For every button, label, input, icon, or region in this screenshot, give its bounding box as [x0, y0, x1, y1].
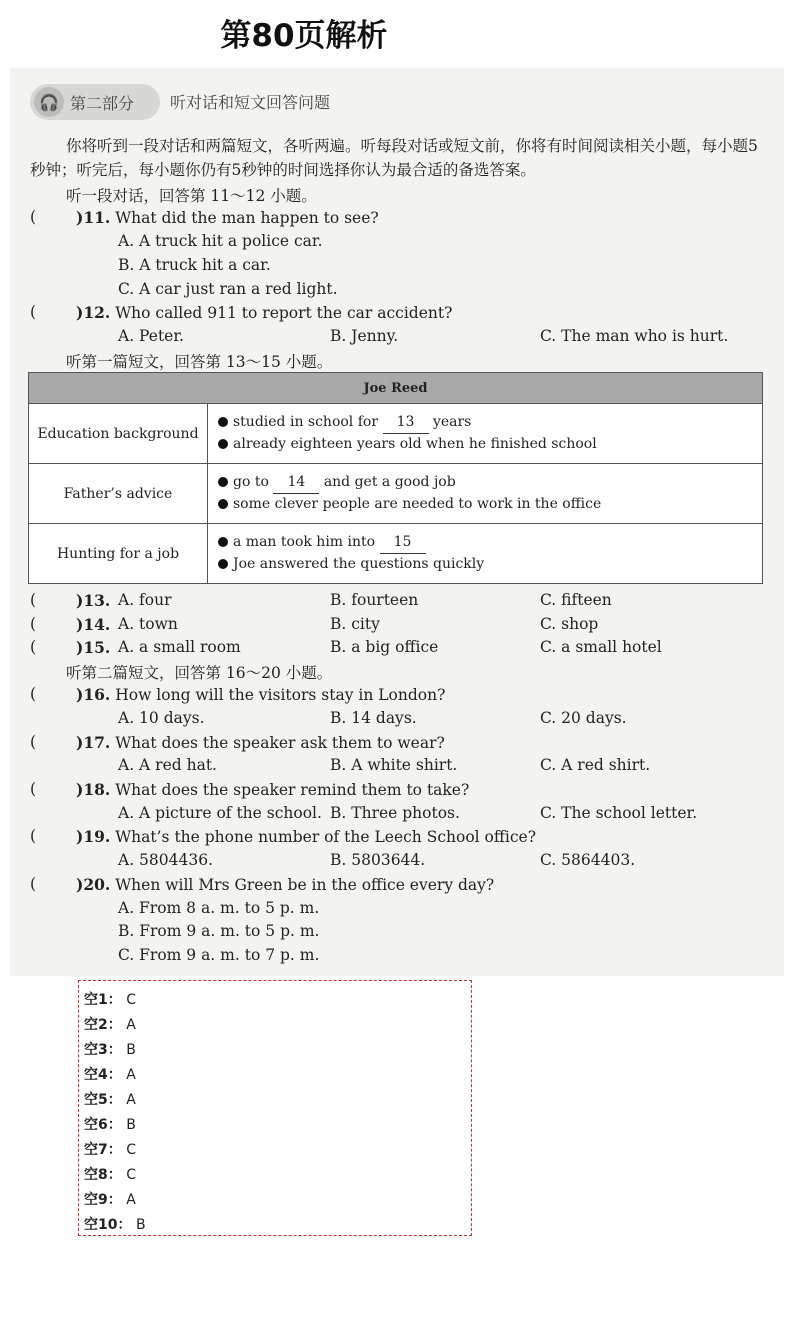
answer-paren: ( [30, 780, 37, 798]
headphones-icon: 🎧 [34, 87, 64, 117]
answer-paren: ( [30, 638, 37, 656]
row-text: already eighteen years old when he finished school [233, 436, 597, 452]
option-c: C. The man who is hurt. [540, 327, 729, 345]
question-16 [76, 685, 445, 704]
row-text: studied in school for [233, 414, 379, 430]
option-c: C. 5864403. [540, 851, 636, 869]
option-b: B. a big office [330, 638, 439, 656]
question-number: )14. [76, 615, 111, 634]
bullet-icon [218, 417, 228, 427]
option-c: C. shop [540, 615, 599, 633]
row-text: and get a good job [323, 474, 456, 490]
question-12 [76, 303, 452, 322]
table-row [29, 404, 763, 464]
question-text: What does the speaker ask them to wear? [115, 734, 445, 752]
option-b: B. A white shirt. [330, 756, 458, 774]
option-a: A. 10 days. [118, 709, 205, 727]
blank-15: 15 [380, 532, 426, 554]
answer-value: A [126, 1067, 136, 1083]
question-number: )15. [76, 638, 111, 657]
option-c: C. a small hotel [540, 638, 662, 656]
table-title: Joe Reed [29, 373, 763, 404]
answer-key-box [78, 980, 472, 1236]
option-a: A. A red hat. [118, 756, 217, 774]
answer-value: B [126, 1117, 136, 1133]
bullet-icon [218, 499, 228, 509]
question-text: How long will the visitors stay in London? [115, 686, 446, 704]
answer-value: B [126, 1042, 136, 1058]
row-content [208, 524, 763, 584]
option-c: C. The school letter. [540, 804, 698, 822]
answer-label: 空9： [84, 1192, 122, 1208]
option-a: A. 5804436. [118, 851, 214, 869]
option-a: A. a small room [118, 638, 241, 656]
answer-row [84, 1189, 136, 1209]
row-text: some clever people are needed to work in the office [233, 496, 602, 512]
answer-paren: ( [30, 303, 37, 321]
answer-value: B [135, 1217, 146, 1233]
answer-paren: ( [30, 685, 37, 703]
answer-label: 空6： [84, 1117, 122, 1133]
question-number: )13. [76, 591, 111, 610]
answer-value: C [126, 1167, 136, 1183]
question-14 [76, 615, 110, 634]
option-a: A. A truck hit a police car. [118, 232, 323, 250]
row-text: a man took him into [233, 534, 376, 550]
answer-row [84, 1064, 136, 1084]
answer-row [84, 1114, 136, 1134]
answer-value: C [126, 1142, 136, 1158]
question-number: )12. [76, 303, 111, 322]
option-b: B. city [330, 615, 380, 633]
question-number: )17. [76, 733, 111, 752]
answer-label: 空8： [84, 1167, 122, 1183]
answer-label: 空10： [84, 1217, 132, 1233]
bullet-icon [218, 537, 228, 547]
question-text: What does the speaker remind them to take? [115, 781, 470, 799]
question-19 [76, 827, 536, 846]
answer-paren: ( [30, 208, 37, 226]
question-number: )16. [76, 685, 111, 704]
option-c: C. A red shirt. [540, 756, 651, 774]
answer-row [84, 989, 136, 1009]
bullet-icon [218, 559, 228, 569]
part3-intro: 听第二篇短文，回答第 16～20 小题。 [66, 664, 333, 682]
answer-paren: ( [30, 875, 37, 893]
option-b: B. Three photos. [330, 804, 460, 822]
answer-paren: ( [30, 591, 37, 609]
bullet-icon [218, 439, 228, 449]
part1-intro: 听一段对话，回答第 11～12 小题。 [66, 187, 317, 205]
option-b: B. fourteen [330, 591, 419, 609]
row-text: Joe answered the questions quickly [233, 556, 485, 572]
answer-value: A [126, 1017, 136, 1033]
question-number: )11. [76, 208, 111, 227]
option-b: B. Jenny. [330, 327, 399, 345]
answer-value: A [126, 1192, 136, 1208]
answer-row [84, 1214, 146, 1234]
answer-paren: ( [30, 615, 37, 633]
answer-label: 空7： [84, 1142, 122, 1158]
option-c: C. From 9 a. m. to 7 p. m. [118, 946, 320, 964]
question-13 [76, 591, 110, 610]
answer-paren: ( [30, 733, 37, 751]
option-a: A. four [118, 591, 172, 609]
question-15 [76, 638, 110, 657]
option-c: C. A car just ran a red light. [118, 280, 338, 298]
option-a: A. From 8 a. m. to 5 p. m. [118, 899, 320, 917]
question-18 [76, 780, 469, 799]
option-c: C. fifteen [540, 591, 612, 609]
question-text: What did the man happen to see? [115, 209, 379, 227]
row-label: Father’s advice [29, 464, 208, 524]
question-11 [76, 208, 379, 227]
question-text: Who called 911 to report the car accident? [115, 304, 453, 322]
bullet-icon [218, 477, 228, 487]
table-row [29, 464, 763, 524]
answer-label: 空3： [84, 1042, 122, 1058]
question-text: What’s the phone number of the Leech School office? [115, 828, 536, 846]
option-b: B. A truck hit a car. [118, 256, 271, 274]
option-b: B. 5803644. [330, 851, 426, 869]
answer-label: 空4： [84, 1067, 122, 1083]
part2-intro: 听第一篇短文，回答第 13～15 小题。 [66, 353, 333, 371]
blank-13: 13 [383, 412, 429, 434]
row-content [208, 464, 763, 524]
row-text: go to [233, 474, 269, 490]
answer-label: 空2： [84, 1017, 122, 1033]
question-number: )20. [76, 875, 111, 894]
answer-label: 空5： [84, 1092, 122, 1108]
question-17 [76, 733, 445, 752]
question-20 [76, 875, 494, 894]
option-a: A. A picture of the school. [118, 804, 322, 822]
section-title: 听对话和短文回答问题 [170, 93, 331, 112]
answer-value: C [126, 992, 136, 1008]
row-content [208, 404, 763, 464]
row-label: Hunting for a job [29, 524, 208, 584]
table-row [29, 524, 763, 584]
answer-row [84, 1014, 136, 1034]
answer-row [84, 1039, 136, 1059]
joe-reed-table [28, 372, 763, 584]
answer-row [84, 1089, 136, 1109]
answer-row [84, 1139, 136, 1159]
instructions: 你将听到一段对话和两篇短文，各听两遍。听每段对话或短文前，你将有时间阅读相关小题，每小题5秒钟；听完后，每小题你仍有5秒钟的时间选择你认为最合适的备选答案。 [30, 137, 758, 179]
question-number: )18. [76, 780, 111, 799]
row-text: years [432, 414, 472, 430]
answer-value: A [126, 1092, 136, 1108]
answer-row [84, 1164, 136, 1184]
option-c: C. 20 days. [540, 709, 627, 727]
blank-14: 14 [273, 472, 319, 494]
answer-label: 空1： [84, 992, 122, 1008]
option-b: B. From 9 a. m. to 5 p. m. [118, 922, 320, 940]
option-a: A. Peter. [118, 327, 184, 345]
question-number: )19. [76, 827, 111, 846]
answer-paren: ( [30, 827, 37, 845]
question-text: When will Mrs Green be in the office every day? [115, 876, 495, 894]
row-label: Education background [29, 404, 208, 464]
option-b: B. 14 days. [330, 709, 417, 727]
section-badge-label: 第二部分 [70, 93, 135, 113]
option-a: A. town [118, 615, 178, 633]
page-title: 第80页解析 [220, 18, 388, 54]
section-badge [30, 84, 160, 120]
